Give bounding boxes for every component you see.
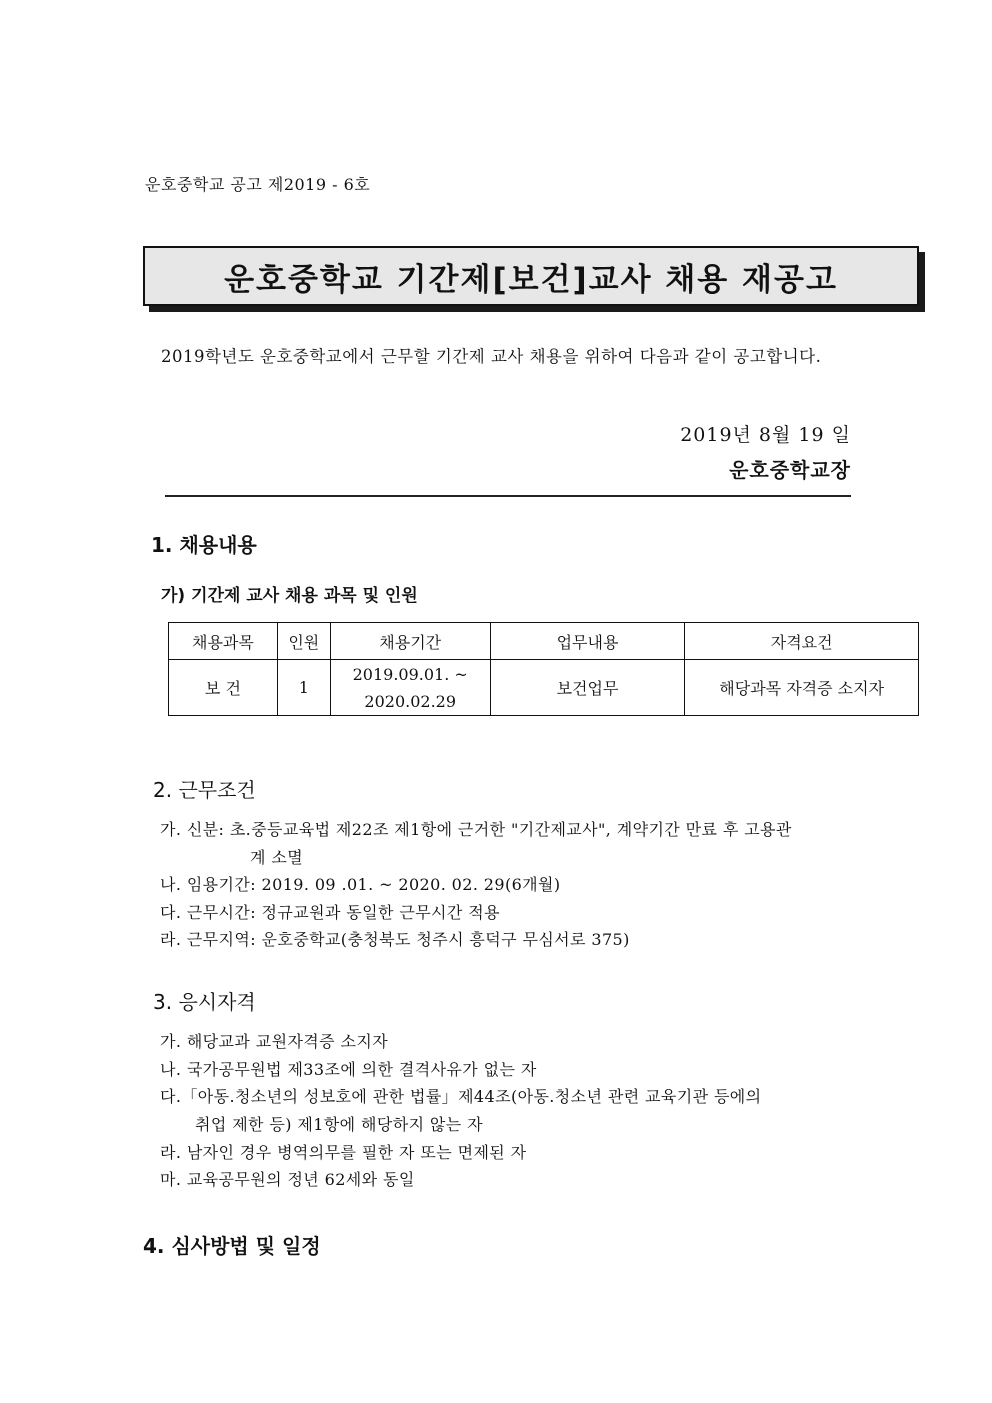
period-start: 2019.09.01. ~ <box>352 664 468 684</box>
divider-line <box>165 495 851 497</box>
table-header-row <box>169 623 919 660</box>
cell-duty: 보건업무 <box>490 660 685 716</box>
table-header-duty: 업무내용 <box>490 623 685 660</box>
eligibility-item-law: 다.「아동.청소년의 성보호에 관한 법률」제44조(아동.청소년 관련 교육기관 등에의 <box>160 1087 762 1106</box>
title-box <box>143 246 919 306</box>
section-1-subheading: 가) 기간제 교사 채용 과목 및 인원 <box>161 586 418 606</box>
table-header-subject: 채용과목 <box>169 623 278 660</box>
section-3-heading: 3. 응시자격 <box>153 990 256 1014</box>
table-header-count: 인원 <box>277 623 330 660</box>
announcement-date: 2019년 8월 19 일 <box>680 424 851 446</box>
table-header-period: 채용기간 <box>330 623 490 660</box>
cell-qualification: 해당과목 자격증 소지자 <box>685 660 919 716</box>
eligibility-item-license: 가. 해당교과 교원자격증 소지자 <box>160 1032 389 1051</box>
eligibility-item-law-cont: 취업 제한 등) 제1항에 해당하지 않는 자 <box>195 1115 483 1134</box>
condition-item-hours: 다. 근무시간: 정규교원과 동일한 근무시간 적용 <box>160 903 500 922</box>
recruitment-table <box>168 622 919 716</box>
section-4-heading: 4. 심사방법 및 일정 <box>143 1234 321 1258</box>
section-2-heading: 2. 근무조건 <box>153 778 256 802</box>
eligibility-item-military: 라. 남자인 경우 병역의무를 필한 자 또는 면제된 자 <box>160 1143 527 1162</box>
table-header-qualification: 자격요건 <box>685 623 919 660</box>
cell-period <box>330 660 490 716</box>
condition-item-location: 라. 근무지역: 운호중학교(충청북도 청주시 흥덕구 무심서로 375) <box>160 930 630 949</box>
condition-item-status-cont: 계 소멸 <box>250 848 304 867</box>
document-title: 운호중학교 기간제[보건]교사 채용 재공고 <box>224 261 838 298</box>
section-1-heading: 1. 채용내용 <box>151 533 257 557</box>
signer: 운호중학교장 <box>729 458 851 482</box>
notice-number: 운호중학교 공고 제2019 - 6호 <box>145 175 371 194</box>
cell-count: 1 <box>277 660 330 716</box>
condition-item-term: 나. 임용기간: 2019. 09 .01. ~ 2020. 02. 29(6개월) <box>160 875 561 894</box>
eligibility-item-retirement: 마. 교육공무원의 정년 62세와 동일 <box>160 1170 415 1189</box>
condition-item-status: 가. 신분: 초.중등교육법 제22조 제1항에 근거한 "기간제교사", 계약기간 만료 후 고용관 <box>160 820 792 839</box>
eligibility-item-disqualification: 나. 국가공무원법 제33조에 의한 결격사유가 없는 자 <box>160 1060 537 1079</box>
cell-subject: 보 건 <box>169 660 278 716</box>
period-end: 2020.02.29 <box>364 691 457 711</box>
intro-paragraph: 2019학년도 운호중학교에서 근무할 기간제 교사 채용을 위하여 다음과 같이 공고합니다. <box>161 347 822 366</box>
table-row <box>169 660 919 716</box>
